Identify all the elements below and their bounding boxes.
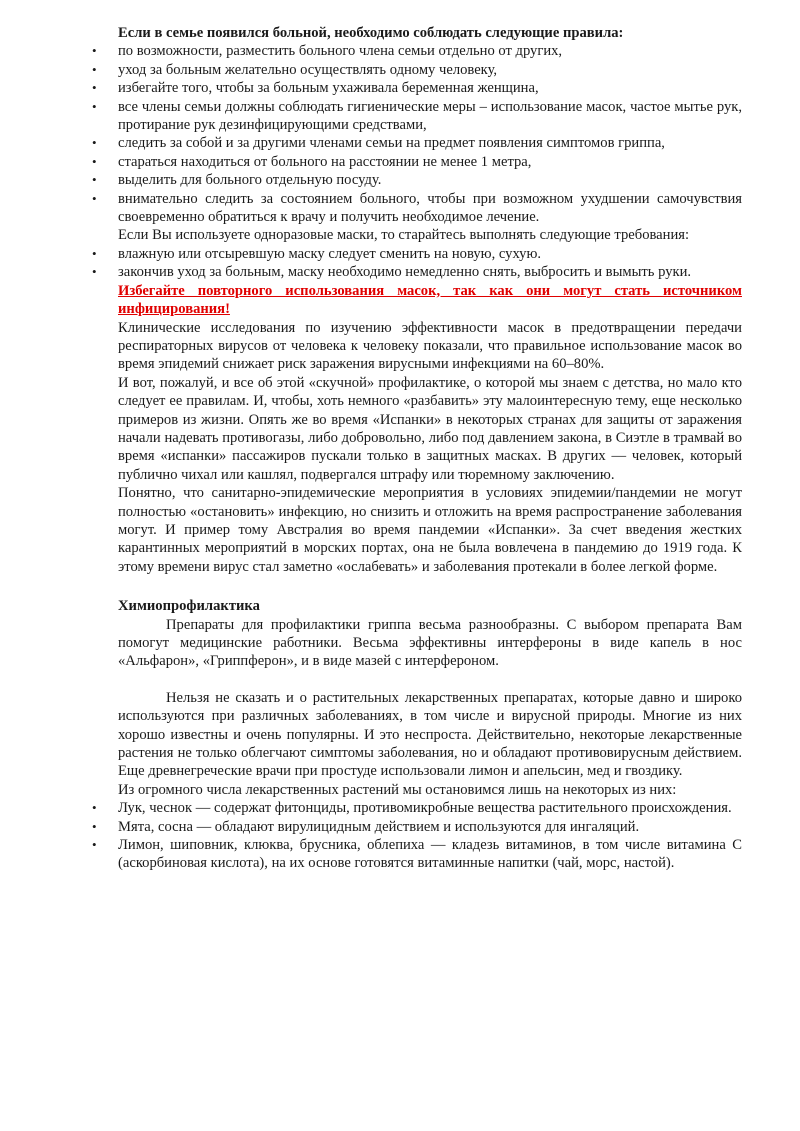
paragraph: И вот, пожалуй, и все об этой «скучной» профилактике, о которой мы знаем с детства, но мало кто следует ее правилам. И, чтобы, хоть немного «разбавить» эту малоинтересную тему, еще несколько примеров из жизни. Опять же во время «Испанки» в некоторых странах для защиты от заражения начали надевать противогазы, либо добровольно, либо под давлением закона, в Сиэтле в трамвай во время «испанки» пассажиров пускали только в защитных масках. В других — человек, который публично чихал или кашлял, подвергался штрафу или тюремному заключению. — [118, 374, 742, 483]
bullet-icon: • — [92, 264, 97, 280]
list-item: • Мята, сосна — обладают вирулицидным действием и используются для ингаляций. — [92, 818, 640, 835]
list-item: • закончив уход за больным, маску необходимо немедленно снять, выбросить и вымыть руки. — [92, 264, 692, 281]
list-item: • Лимон, шиповник, клюква, брусника, облепиха — кладезь витаминов, в том числе витамина С (аскорбиновая кислота), на их основе готовятся витаминные напитки (чай, морс, настой). — [92, 837, 742, 872]
paragraph: Нельзя не сказать и о растительных лекарственных препаратах, которые давно и широко используются при различных заболеваниях, в том числе и вирусной природы. Многие из них хорошо известны и очень популярны. И это неспроста. Действительно, некоторые лекарственные растения не только облегчают симптомы заболевания, но и обладают противовирусным действием. Еще древнегреческие врачи при простуде использовали лимон и апельсин, мед и гвоздику. — [118, 689, 742, 780]
bullet-icon: • — [92, 98, 97, 114]
bullet-icon: • — [92, 135, 97, 151]
rules-list — [92, 42, 742, 226]
rules-heading: Если в семье появился больной, необходимо соблюдать следующие правила: — [118, 25, 624, 41]
list-item: • Лук, чеснок — содержат фитонциды, противомикробные вещества растительного происхождения. — [92, 800, 732, 817]
bullet-icon: • — [92, 245, 97, 261]
list-item: • по возможности, разместить больного члена семьи отдельно от других, — [92, 43, 563, 60]
bullet-icon: • — [92, 61, 97, 77]
list-item: • выделить для больного отдельную посуду. — [92, 172, 382, 189]
paragraph: Препараты для профилактики гриппа весьма разнообразны. С выбором препарата Вам помогут медицинские работники. Весьма эффективны интерфероны в виде капель в нос «Альфарон», «Гриппферон», и в виде мазей с интерфероном. — [118, 616, 742, 670]
masks-intro: Если Вы используете одноразовые маски, то старайтесь выполнять следующие требования: — [118, 227, 690, 244]
bullet-icon: • — [92, 190, 97, 206]
bullet-icon: • — [92, 43, 97, 59]
mask-reuse-warning: Избегайте повторного использования масок, так как они могут стать источником инфицирования! — [118, 282, 742, 318]
bullet-icon: • — [92, 837, 97, 853]
paragraph: Понятно, что санитарно-эпидемические мероприятия в условиях эпидемии/пандемии не могут полностью «остановить» инфекцию, но снизить и отложить на время распространение заболевания могут. И пример тому Австралия во время пандемии «Испанки». За счет введения жестких карантинных мероприятий в морских портах, она не была вовлечена в пандемию до 1919 года. К этому времени вирус стал заметно «ослабевать» и заболевания протекали в более легкой форме. — [118, 485, 742, 575]
bullet-icon: • — [92, 80, 97, 96]
plants-list — [92, 799, 742, 873]
masks-list — [92, 245, 742, 282]
paragraph: Из огромного числа лекарственных растений мы остановимся лишь на некоторых из них: — [118, 781, 677, 798]
bullet-icon: • — [92, 818, 97, 834]
list-item: • стараться находиться от больного на расстоянии не менее 1 метра, — [92, 153, 532, 170]
list-item: • следить за собой и за другими членами семьи на предмет появления симптомов гриппа, — [92, 135, 665, 152]
bullet-icon: • — [92, 172, 97, 188]
bullet-icon: • — [92, 800, 97, 816]
bullet-icon: • — [92, 153, 97, 169]
list-item: • внимательно следить за состоянием больного, чтобы при возможном ухудшении самочувствия своевременно обратиться к врачу и получить необходимое лечение. — [92, 190, 742, 226]
list-item: • уход за больным желательно осуществлять одному человеку, — [92, 61, 498, 78]
section-title: Химиопрофилактика — [118, 598, 260, 615]
paragraph: Клинические исследования по изучению эффективности масок в предотвращении передачи респираторных вирусов от человека к человеку показали, что правильное использование масок во время эпидемий снижает риск заражения вирусными инфекциями на 60–80%. — [118, 319, 742, 373]
list-item: • избегайте того, чтобы за больным ухаживала беременная женщина, — [92, 80, 539, 97]
list-item: • все члены семьи должны соблюдать гигиенические меры – использование масок, частое мытье рук, протирание рук дезинфицирующими средствами, — [92, 98, 742, 134]
list-item: • влажную или отсыревшую маску следует сменить на новую, сухую. — [92, 245, 542, 262]
